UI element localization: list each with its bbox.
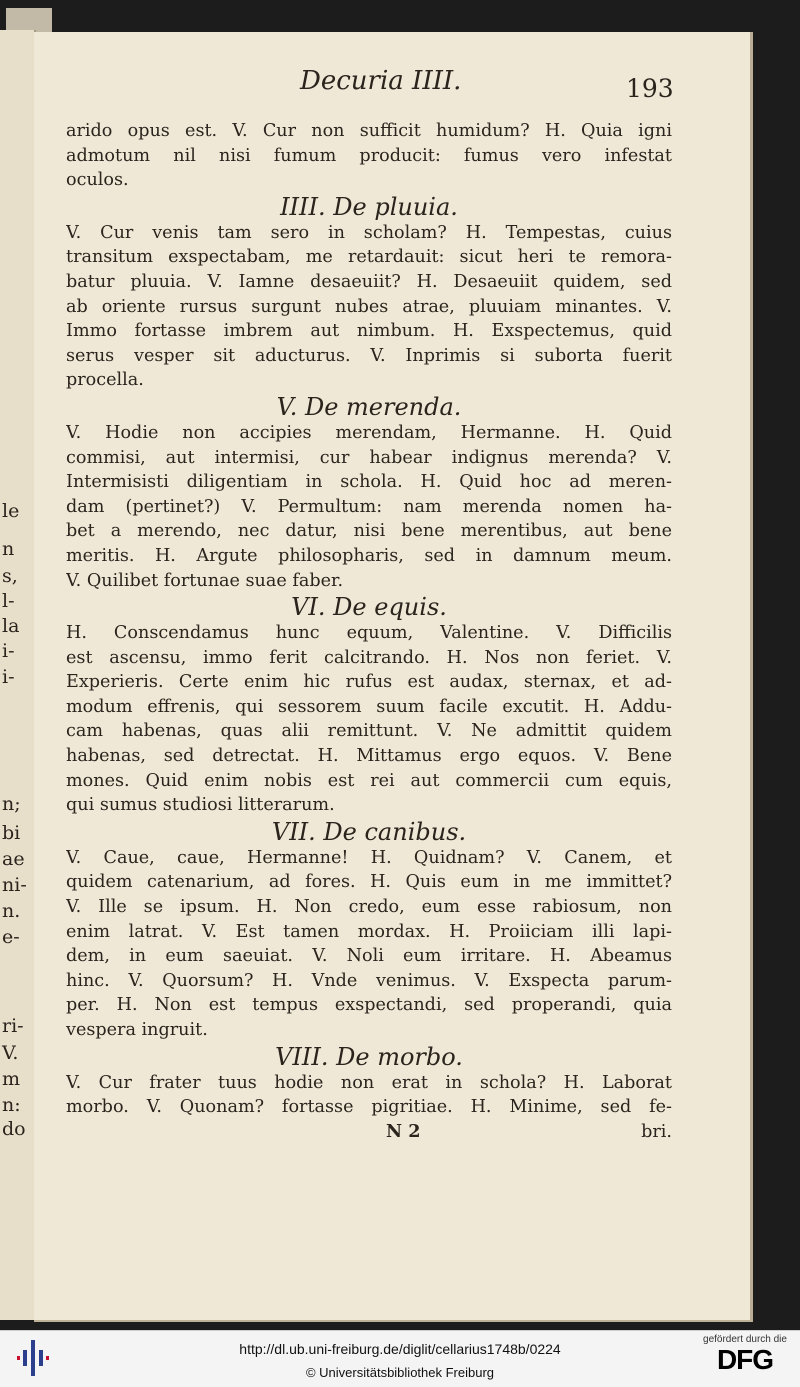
text-line: procella. <box>66 370 144 391</box>
page-text <box>66 119 672 1144</box>
section-heading: V. De merenda. <box>276 392 462 421</box>
text-line: Experieris. Certe enim hic rufus est audax, sternax, et ad- <box>66 672 672 693</box>
source-url-link[interactable]: http://dl.ub.uni-freiburg.de/diglit/cellarius1748b/0224 <box>239 1341 561 1357</box>
left-page-fragment: s, <box>2 565 18 587</box>
text-line: V. Cur frater tuus hodie non erat in schola? H. Laborat <box>66 1072 672 1093</box>
left-page-fragment: n: <box>2 1094 21 1116</box>
page-number: 193 <box>626 74 674 103</box>
text-line: hinc. V. Quorsum? H. Vnde venimus. V. Exspecta parum- <box>66 970 672 991</box>
text-line: admotum nil nisi fumum producit: fumus vero infestat <box>66 145 672 166</box>
text-line: batur pluuia. V. Iamne desaeuiit? H. Desaeuiit quidem, sed <box>66 271 672 292</box>
left-page-fragment: m <box>2 1068 21 1090</box>
left-page-edge <box>0 30 36 1320</box>
left-page-fragment: ni- <box>2 874 27 896</box>
section-heading: VII. De canibus. <box>271 817 467 846</box>
left-page-fragment: e- <box>2 926 20 948</box>
text-line: habenas, sed detrectat. H. Mittamus ergo equos. V. Bene <box>66 746 672 767</box>
left-page-fragment: V. <box>2 1042 19 1064</box>
left-page-fragment: l- <box>2 590 15 612</box>
text-line: V. Cur venis tam sero in scholam? H. Tempestas, cuius <box>66 222 672 243</box>
text-line: bet a merendo, nec datur, nisi bene merentibus, aut bene <box>66 521 672 542</box>
left-page-fragment: n. <box>2 900 21 922</box>
left-page-fragment: i- <box>2 640 15 662</box>
text-line: V. Hodie non accipies merendam, Hermanne. H. Quid <box>66 422 672 443</box>
text-line: ab oriente rursus surgunt nubes atrae, pluuiam minantes. V. <box>66 296 672 317</box>
left-page-fragment: bi <box>2 822 21 844</box>
text-line: dam (pertinet?) V. Permultum: nam merenda nomen ha- <box>66 496 672 517</box>
text-line: per. H. Non est tempus exspectandi, sed properandi, quia <box>66 995 672 1016</box>
text-line: cam habenas, quas alii remittunt. V. Ne admittit quidem <box>66 721 672 742</box>
text-line: oculos. <box>66 170 129 191</box>
section-heading: VI. De equis. <box>291 593 447 622</box>
text-line: meritis. H. Argute philosopharis, sed in damnum meum. <box>66 545 672 566</box>
text-line: qui sumus studiosi litterarum. <box>66 795 335 816</box>
text-line: enim latrat. V. Est tamen mordax. H. Proiiciam illi lapi- <box>66 921 672 942</box>
text-line: V. Ille se ipsum. H. Non credo, eum esse rabiosum, non <box>66 897 672 918</box>
section-heading: VIII. De morbo. <box>275 1042 463 1071</box>
text-line: arido opus est. V. Cur non sufficit humidum? H. Quia igni <box>66 121 672 141</box>
left-page-fragment: n <box>2 538 15 560</box>
left-page-fragment: i- <box>2 666 15 688</box>
section-heading: IIII. De pluuia. <box>280 192 458 221</box>
left-page-fragment: ri- <box>2 1015 24 1037</box>
left-page-fragment: le <box>2 500 20 522</box>
text-line: vespera ingruit. <box>66 1020 208 1040</box>
catchline <box>66 1120 672 1145</box>
text-line: Immo fortasse imbrem aut nimbum. H. Exspectemus, quid <box>66 321 672 342</box>
left-page-fragment: ae <box>2 848 25 870</box>
dfg-logo: DFG <box>716 1344 774 1375</box>
text-line: V. Quilibet fortunae suae faber. <box>66 570 344 591</box>
text-line: morbo. V. Quonam? fortasse pigritiae. H. Minime, sed fe- <box>66 1097 672 1118</box>
text-line: modum effrenis, qui sessorem suum facile excutit. H. Addu- <box>66 696 672 717</box>
text-line: mones. Quid enim nobis est rei aut commercii cum equis, <box>66 770 672 791</box>
text-line: commisi, aut intermisi, cur habear indignus merenda? V. <box>66 447 672 468</box>
catchword: bri. <box>641 1121 672 1142</box>
left-page-fragment: la <box>2 615 20 637</box>
text-line: dem, in eum saeuiat. V. Noli eum irritare. H. Abeamus <box>66 946 672 967</box>
text-line: H. Conscendamus hunc equum, Valentine. V. Difficilis <box>66 623 672 644</box>
left-page-fragment: do <box>2 1118 26 1140</box>
text-line: serus vesper sit aducturus. V. Inprimis si suborta fuerit <box>66 345 672 366</box>
running-header: Decuria IIII. <box>300 66 462 96</box>
left-page-fragment: n; <box>2 793 21 815</box>
sponsor-block <box>700 1334 790 1375</box>
text-line: V. Caue, caue, Hermanne! H. Quidnam? V. Canem, et <box>66 847 672 868</box>
text-line: transitum exspectabam, me retardauit: sicut heri te remora- <box>66 247 672 268</box>
copyright-notice: © Universitätsbibliothek Freiburg <box>305 1365 495 1380</box>
text-line: quidem catenarium, ad fores. H. Quis eum in me immittet? <box>66 872 672 893</box>
text-line: est ascensu, immo ferit calcitrando. H. Nos non feriet. V. <box>66 647 672 668</box>
signature-mark: N 2 <box>386 1120 421 1142</box>
text-line: Intermisisti diligentiam in schola. H. Quid hoc ad meren- <box>66 472 672 493</box>
sponsor-text: gefördert durch die <box>703 1334 787 1345</box>
